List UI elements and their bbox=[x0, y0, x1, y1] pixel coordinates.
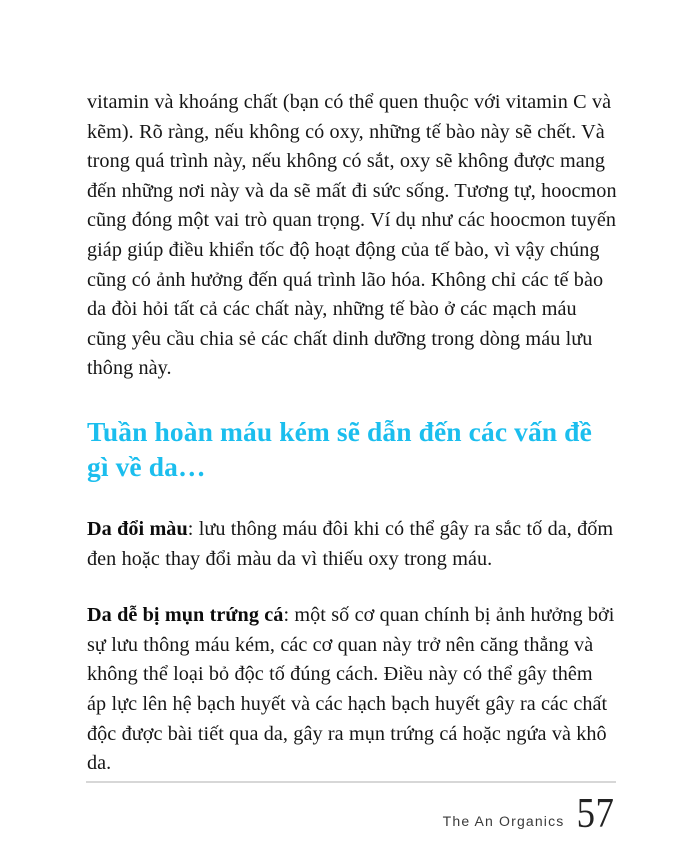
bullet-paragraph-2 bbox=[87, 601, 617, 779]
bullet-paragraph-1 bbox=[87, 515, 617, 574]
page-content bbox=[87, 88, 617, 779]
bullet-body-1: lưu thông máu đôi khi có thể gây ra sắc tố da, đốm đen hoặc thay đổi màu da vì thiếu oxy trong máu. bbox=[87, 517, 614, 570]
bullet-lead-in-1: Da đổi màu bbox=[87, 517, 188, 540]
footer-divider bbox=[86, 781, 616, 783]
page-number: 57 bbox=[576, 788, 615, 836]
bullet-separator-1: : bbox=[187, 517, 199, 540]
section-heading: Tuần hoàn máu kém sẽ dẫn đến các vấn đề gì về da… bbox=[87, 415, 592, 482]
spacer-after-heading bbox=[87, 484, 617, 515]
body-paragraph-1: vitamin và khoáng chất (bạn có thể quen thuộc với vitamin C và kẽm). Rõ ràng, nếu không có oxy, những tế bào này sẽ chết. Và trong quá trình này, nếu không có sắt, oxy sẽ không được mang đến những nơi này và da sẽ mất đi sức sống. Tương tự, hoocmon cũng đóng một vai trò quan trọng. Ví dụ như các hoocmon tuyến giáp giúp điều khiển tốc độ hoạt động của tế bào, vì vậy chúng cũng có ảnh hưởng đến quá trình lão hóa. Không chỉ các tế bào da đòi hỏi tất cả các chất này, những tế bào ở các mạch máu cũng yêu cầu chia sẻ các chất dinh dưỡng trong dòng máu lưu thông này. bbox=[87, 91, 617, 380]
page-footer bbox=[86, 781, 616, 836]
bullet-separator-2: : bbox=[283, 604, 295, 627]
spacer-before-heading bbox=[87, 384, 617, 414]
bullet-body-2: một số cơ quan chính bị ảnh hưởng bởi sự lưu thông máu kém, các cơ quan này trở nên căng thẳng và không thể loại bỏ độc tố đúng cách. Điều này có thể gây thêm áp lực lên hệ bạch huyết và các hạch bạch huyết gây ra các chất độc được bài tiết qua da, gây ra mụn trứng cá hoặc ngứa và khô da. bbox=[87, 604, 615, 775]
bullet-lead-in-2: Da dễ bị mụn trứng cá bbox=[87, 604, 284, 627]
footer-content bbox=[86, 788, 616, 836]
imprint-label: The An Organics bbox=[442, 813, 565, 829]
